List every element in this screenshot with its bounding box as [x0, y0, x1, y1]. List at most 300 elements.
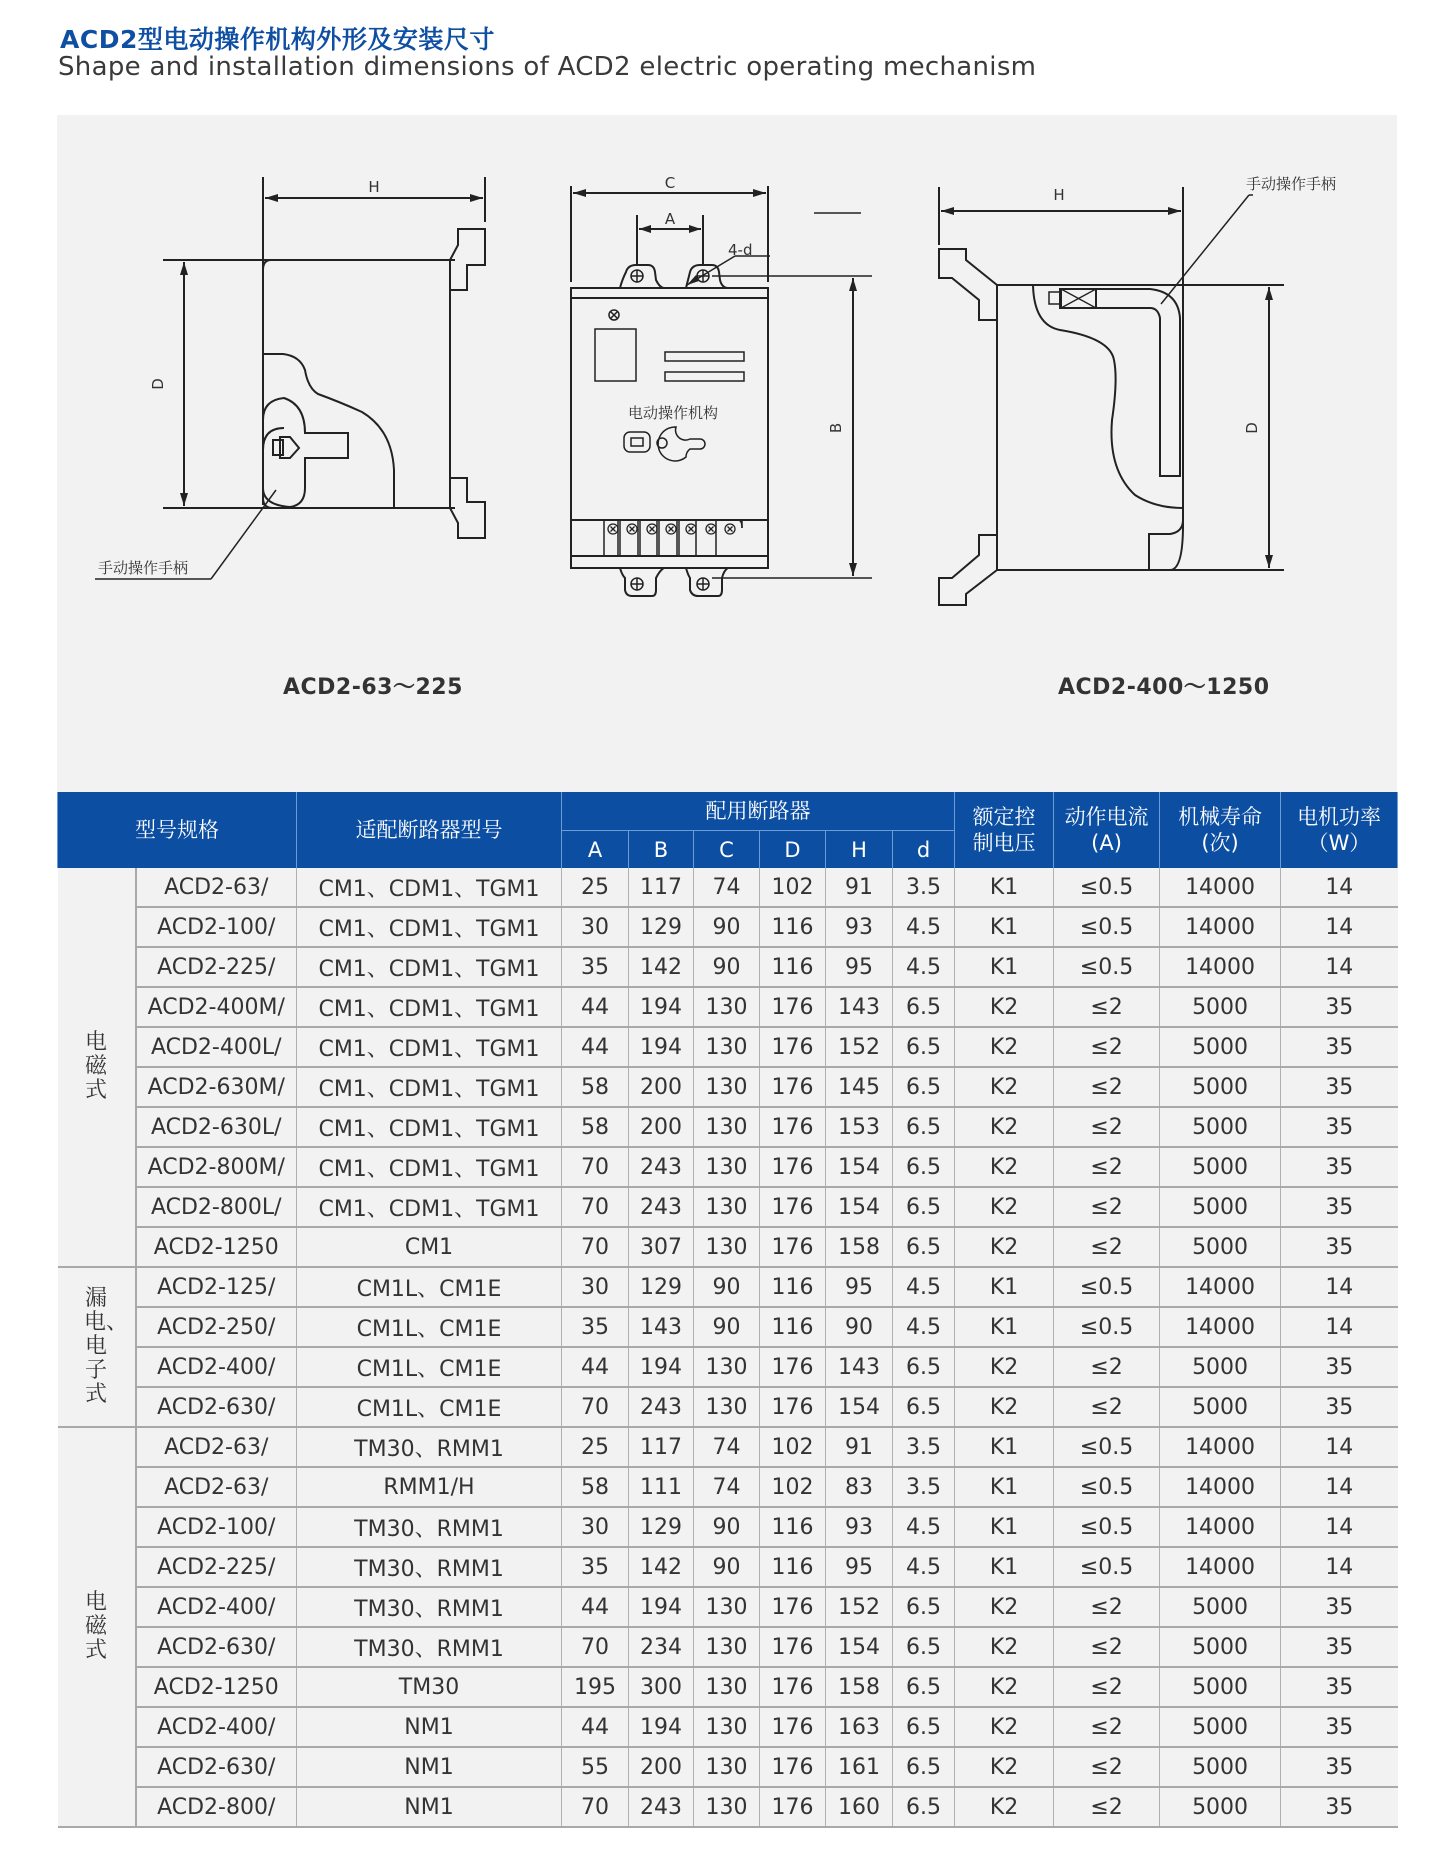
cell-d-hole: 4.5: [893, 947, 955, 987]
group-label-text: 漏电、电子式: [84, 1286, 129, 1407]
cell-c: 90: [694, 907, 760, 947]
cell-voltage: K1: [955, 1267, 1054, 1307]
cell-current: ≤2: [1054, 1027, 1160, 1067]
cell-current: ≤0.5: [1054, 1467, 1160, 1507]
cell-life: 5000: [1160, 1747, 1281, 1787]
cell-d: 176: [760, 1027, 826, 1067]
cell-voltage: K1: [955, 1507, 1054, 1547]
cell-life: 14000: [1160, 947, 1281, 987]
cell-model: ACD2-63/: [136, 868, 297, 907]
cell-d: 176: [760, 1707, 826, 1747]
table-body: [58, 868, 1398, 1827]
cell-voltage: K2: [955, 1787, 1054, 1827]
cell-d: 176: [760, 1347, 826, 1387]
cell-model: ACD2-800M/: [136, 1147, 297, 1187]
cell-b: 143: [629, 1307, 694, 1347]
cell-d-hole: 4.5: [893, 1507, 955, 1547]
table-row: [58, 1707, 1398, 1747]
right-diagram: [939, 187, 1284, 605]
cell-h: 160: [826, 1787, 893, 1827]
right-d-label: D: [1243, 422, 1261, 434]
cell-d-hole: 6.5: [893, 1587, 955, 1627]
cell-b: 117: [629, 868, 694, 907]
cell-a: 55: [562, 1747, 629, 1787]
cell-d: 176: [760, 987, 826, 1027]
cell-d: 176: [760, 1067, 826, 1107]
cell-a: 70: [562, 1187, 629, 1227]
cell-c: 74: [694, 1427, 760, 1467]
cell-power: 35: [1281, 1747, 1398, 1787]
cell-h: 152: [826, 1027, 893, 1067]
table-row: [58, 1507, 1398, 1547]
cell-breaker: TM30、RMM1: [297, 1427, 562, 1467]
cell-breaker: CM1、CDM1、TGM1: [297, 868, 562, 907]
cell-power: 35: [1281, 1067, 1398, 1107]
cell-a: 58: [562, 1067, 629, 1107]
cell-h: 145: [826, 1067, 893, 1107]
cell-d: 176: [760, 1107, 826, 1147]
cell-voltage: K2: [955, 1627, 1054, 1667]
cell-life: 5000: [1160, 1347, 1281, 1387]
cell-current: ≤0.5: [1054, 1427, 1160, 1467]
cell-c: 90: [694, 1267, 760, 1307]
header-current-line1: 动作电流: [1064, 805, 1149, 829]
cell-breaker: CM1L、CM1E: [297, 1267, 562, 1307]
cell-h: 95: [826, 947, 893, 987]
cell-h: 95: [826, 1267, 893, 1307]
cell-life: 5000: [1160, 1667, 1281, 1707]
table-row: [58, 1187, 1398, 1227]
cell-h: 163: [826, 1707, 893, 1747]
cell-life: 5000: [1160, 1227, 1281, 1267]
cell-a: 70: [562, 1147, 629, 1187]
cell-voltage: K2: [955, 1227, 1054, 1267]
cell-h: 158: [826, 1227, 893, 1267]
cell-a: 44: [562, 1707, 629, 1747]
cell-breaker: CM1L、CM1E: [297, 1307, 562, 1347]
cell-voltage: K2: [955, 1347, 1054, 1387]
header-dim-small-d: d: [893, 831, 955, 869]
cell-life: 5000: [1160, 1107, 1281, 1147]
table-row: [58, 1467, 1398, 1507]
cell-d-hole: 4.5: [893, 1307, 955, 1347]
cell-breaker: NM1: [297, 1787, 562, 1827]
header-voltage-line1: 额定控: [972, 805, 1036, 829]
cell-model: ACD2-400/: [136, 1587, 297, 1627]
cell-breaker: TM30、RMM1: [297, 1627, 562, 1667]
cell-d: 116: [760, 1307, 826, 1347]
cell-life: 14000: [1160, 1467, 1281, 1507]
cell-power: 14: [1281, 1427, 1398, 1467]
cell-h: 91: [826, 868, 893, 907]
cell-life: 5000: [1160, 1027, 1281, 1067]
cell-voltage: K2: [955, 987, 1054, 1027]
cell-power: 14: [1281, 1467, 1398, 1507]
cell-life: 5000: [1160, 1147, 1281, 1187]
cell-b: 200: [629, 1067, 694, 1107]
cell-a: 70: [562, 1227, 629, 1267]
cell-power: 35: [1281, 1787, 1398, 1827]
table-row: [58, 1787, 1398, 1827]
cell-b: 300: [629, 1667, 694, 1707]
cell-c: 74: [694, 1467, 760, 1507]
cell-a: 25: [562, 1427, 629, 1467]
cell-c: 130: [694, 1787, 760, 1827]
cell-a: 44: [562, 1347, 629, 1387]
cell-b: 194: [629, 1707, 694, 1747]
right-diagram-caption: ACD2-400～1250: [1058, 675, 1270, 700]
cell-d-hole: 6.5: [893, 1347, 955, 1387]
cell-c: 130: [694, 1387, 760, 1427]
cell-d-hole: 3.5: [893, 1427, 955, 1467]
cell-d: 176: [760, 1587, 826, 1627]
cell-life: 14000: [1160, 1307, 1281, 1347]
cell-d-hole: 6.5: [893, 1387, 955, 1427]
cell-life: 14000: [1160, 1547, 1281, 1587]
table-row: [58, 1067, 1398, 1107]
cell-d-hole: 3.5: [893, 1467, 955, 1507]
cell-breaker: CM1、CDM1、TGM1: [297, 1067, 562, 1107]
cell-a: 70: [562, 1387, 629, 1427]
cell-current: ≤2: [1054, 1067, 1160, 1107]
cell-current: ≤2: [1054, 1347, 1160, 1387]
cell-c: 74: [694, 868, 760, 907]
cell-b: 142: [629, 947, 694, 987]
cell-c: 90: [694, 1547, 760, 1587]
cell-model: ACD2-630/: [136, 1387, 297, 1427]
cell-h: 95: [826, 1547, 893, 1587]
cell-a: 35: [562, 1547, 629, 1587]
cell-a: 30: [562, 1267, 629, 1307]
cell-life: 5000: [1160, 1587, 1281, 1627]
cell-h: 91: [826, 1427, 893, 1467]
cell-a: 195: [562, 1667, 629, 1707]
cell-d: 102: [760, 1467, 826, 1507]
cell-h: 154: [826, 1627, 893, 1667]
cell-current: ≤0.5: [1054, 868, 1160, 907]
cell-voltage: K1: [955, 947, 1054, 987]
cell-b: 194: [629, 1027, 694, 1067]
cell-current: ≤2: [1054, 1787, 1160, 1827]
cell-current: ≤2: [1054, 1187, 1160, 1227]
cell-h: 154: [826, 1147, 893, 1187]
table-header: [58, 792, 1398, 868]
cell-breaker: CM1、CDM1、TGM1: [297, 1027, 562, 1067]
cell-d-hole: 6.5: [893, 987, 955, 1027]
cell-c: 130: [694, 1627, 760, 1667]
cell-power: 14: [1281, 1547, 1398, 1587]
table-row: [58, 1347, 1398, 1387]
cell-a: 44: [562, 987, 629, 1027]
cell-breaker: TM30、RMM1: [297, 1547, 562, 1587]
right-handle-label: 手动操作手柄: [1246, 175, 1337, 193]
cell-d: 176: [760, 1387, 826, 1427]
cell-d-hole: 6.5: [893, 1187, 955, 1227]
header-dim-h: H: [826, 831, 893, 869]
arrowheads: [180, 189, 1273, 576]
cell-power: 14: [1281, 1507, 1398, 1547]
cell-a: 44: [562, 1587, 629, 1627]
cell-d-hole: 6.5: [893, 1667, 955, 1707]
cell-life: 14000: [1160, 1427, 1281, 1467]
cell-b: 243: [629, 1187, 694, 1227]
cell-life: 5000: [1160, 987, 1281, 1027]
header-dim-a: A: [562, 831, 629, 869]
table-row: [58, 1547, 1398, 1587]
cell-h: 161: [826, 1747, 893, 1787]
cell-current: ≤2: [1054, 1387, 1160, 1427]
cell-model: ACD2-400M/: [136, 987, 297, 1027]
table-row: [58, 868, 1398, 907]
cell-power: 14: [1281, 1267, 1398, 1307]
header-breaker-model: 适配断路器型号: [297, 792, 562, 868]
cell-life: 14000: [1160, 1507, 1281, 1547]
cell-breaker: NM1: [297, 1747, 562, 1787]
cell-current: ≤0.5: [1054, 947, 1160, 987]
cell-current: ≤0.5: [1054, 1307, 1160, 1347]
cell-a: 44: [562, 1027, 629, 1067]
cell-d: 116: [760, 1267, 826, 1307]
left-d-label: D: [149, 378, 167, 390]
table-row: [58, 907, 1398, 947]
cell-voltage: K2: [955, 1067, 1054, 1107]
cell-b: 200: [629, 1747, 694, 1787]
right-h-label: H: [1053, 186, 1065, 204]
cell-d: 176: [760, 1187, 826, 1227]
table-row: [58, 1627, 1398, 1667]
cell-b: 194: [629, 1587, 694, 1627]
middle-b-label: B: [827, 422, 845, 434]
table-row: [58, 1427, 1398, 1467]
cell-voltage: K2: [955, 1667, 1054, 1707]
cell-c: 130: [694, 1227, 760, 1267]
cell-a: 30: [562, 1507, 629, 1547]
cell-current: ≤0.5: [1054, 1507, 1160, 1547]
cell-a: 25: [562, 868, 629, 907]
cell-d: 176: [760, 1787, 826, 1827]
cell-a: 58: [562, 1467, 629, 1507]
cell-current: ≤2: [1054, 1747, 1160, 1787]
cell-model: ACD2-1250: [136, 1667, 297, 1707]
cell-model: ACD2-630L/: [136, 1107, 297, 1147]
header-voltage: [955, 792, 1054, 868]
cell-d-hole: 3.5: [893, 868, 955, 907]
cell-d: 116: [760, 947, 826, 987]
table-row: [58, 947, 1398, 987]
cell-current: ≤0.5: [1054, 1547, 1160, 1587]
middle-a-label: A: [664, 210, 676, 228]
cell-d-hole: 6.5: [893, 1147, 955, 1187]
cell-life: 5000: [1160, 1627, 1281, 1667]
header-life-line2: (次): [1201, 831, 1239, 855]
cell-b: 129: [629, 1267, 694, 1307]
cell-voltage: K1: [955, 907, 1054, 947]
cell-model: ACD2-225/: [136, 947, 297, 987]
cell-voltage: K2: [955, 1107, 1054, 1147]
cell-a: 70: [562, 1787, 629, 1827]
table-row: [58, 1267, 1398, 1307]
cell-model: ACD2-1250: [136, 1227, 297, 1267]
cell-breaker: TM30、RMM1: [297, 1507, 562, 1547]
cell-d-hole: 6.5: [893, 1107, 955, 1147]
cell-h: 90: [826, 1307, 893, 1347]
cell-breaker: RMM1/H: [297, 1467, 562, 1507]
cell-d-hole: 6.5: [893, 1707, 955, 1747]
left-h-label: H: [368, 178, 380, 196]
cell-power: 35: [1281, 1347, 1398, 1387]
table-row: [58, 1387, 1398, 1427]
header-power-line2: （W）: [1307, 831, 1371, 855]
cell-b: 194: [629, 987, 694, 1027]
cell-b: 234: [629, 1627, 694, 1667]
cell-a: 35: [562, 947, 629, 987]
cell-c: 130: [694, 1187, 760, 1227]
cell-d: 176: [760, 1747, 826, 1787]
middle-hole-label: 4-d: [728, 241, 753, 259]
cell-model: ACD2-630M/: [136, 1067, 297, 1107]
cell-d-hole: 6.5: [893, 1227, 955, 1267]
cell-current: ≤2: [1054, 1627, 1160, 1667]
cell-model: ACD2-100/: [136, 907, 297, 947]
cell-d: 102: [760, 868, 826, 907]
cell-d: 102: [760, 1427, 826, 1467]
cell-d-hole: 4.5: [893, 1547, 955, 1587]
table-row: [58, 1227, 1398, 1267]
header-power-line1: 电机功率: [1297, 805, 1382, 829]
cell-h: 93: [826, 1507, 893, 1547]
cell-b: 111: [629, 1467, 694, 1507]
middle-body-label: 电动操作机构: [627, 404, 719, 422]
cell-c: 130: [694, 1107, 760, 1147]
group-label: [58, 1267, 136, 1427]
cell-b: 200: [629, 1107, 694, 1147]
cell-voltage: K2: [955, 1707, 1054, 1747]
cell-breaker: CM1、CDM1、TGM1: [297, 947, 562, 987]
cell-d: 176: [760, 1227, 826, 1267]
cell-model: ACD2-250/: [136, 1307, 297, 1347]
cell-h: 158: [826, 1667, 893, 1707]
cell-a: 35: [562, 1307, 629, 1347]
cell-c: 90: [694, 947, 760, 987]
group-label: [58, 1427, 136, 1827]
cell-c: 130: [694, 1747, 760, 1787]
cell-power: 35: [1281, 1627, 1398, 1667]
cell-model: ACD2-630/: [136, 1747, 297, 1787]
cell-breaker: CM1、CDM1、TGM1: [297, 1187, 562, 1227]
cell-voltage: K1: [955, 1427, 1054, 1467]
cell-current: ≤2: [1054, 1667, 1160, 1707]
header-power: [1281, 792, 1398, 868]
cell-h: 154: [826, 1187, 893, 1227]
header-life: [1160, 792, 1281, 868]
header-voltage-line2: 制电压: [972, 831, 1036, 855]
cell-b: 307: [629, 1227, 694, 1267]
cell-a: 58: [562, 1107, 629, 1147]
cell-b: 243: [629, 1787, 694, 1827]
spec-table: [57, 792, 1398, 1828]
cell-h: 143: [826, 987, 893, 1027]
cell-current: ≤2: [1054, 987, 1160, 1027]
header-model: 型号规格: [58, 792, 297, 868]
table-row: [58, 1147, 1398, 1187]
cell-c: 130: [694, 1027, 760, 1067]
cell-power: 14: [1281, 1307, 1398, 1347]
cell-b: 194: [629, 1347, 694, 1387]
cell-d-hole: 6.5: [893, 1627, 955, 1667]
cell-breaker: CM1L、CM1E: [297, 1387, 562, 1427]
cell-b: 129: [629, 907, 694, 947]
cell-b: 117: [629, 1427, 694, 1467]
cell-voltage: K1: [955, 1547, 1054, 1587]
cell-c: 130: [694, 987, 760, 1027]
cell-d: 176: [760, 1667, 826, 1707]
cell-power: 35: [1281, 1707, 1398, 1747]
cell-voltage: K1: [955, 1467, 1054, 1507]
cell-d: 176: [760, 1627, 826, 1667]
cell-current: ≤0.5: [1054, 907, 1160, 947]
cell-power: 35: [1281, 1227, 1398, 1267]
cell-voltage: K2: [955, 1027, 1054, 1067]
cell-life: 5000: [1160, 1067, 1281, 1107]
cell-power: 35: [1281, 1027, 1398, 1067]
cell-life: 5000: [1160, 1387, 1281, 1427]
cell-d-hole: 4.5: [893, 1267, 955, 1307]
page-title: ACD2型电动操作机构外形及安装尺寸: [60, 25, 495, 54]
cell-current: ≤2: [1054, 1147, 1160, 1187]
cell-model: ACD2-630/: [136, 1627, 297, 1667]
cell-power: 14: [1281, 907, 1398, 947]
cell-breaker: CM1: [297, 1227, 562, 1267]
header-dim-c: C: [694, 831, 760, 869]
diagram-panel: [57, 115, 1397, 792]
table-row: [58, 1587, 1398, 1627]
group-label-text: 电磁式: [84, 1030, 107, 1103]
cell-life: 14000: [1160, 1267, 1281, 1307]
header-current: [1054, 792, 1160, 868]
cell-model: ACD2-400L/: [136, 1027, 297, 1067]
cell-d: 116: [760, 1507, 826, 1547]
cell-life: 5000: [1160, 1707, 1281, 1747]
cell-c: 90: [694, 1307, 760, 1347]
cell-a: 30: [562, 907, 629, 947]
cell-c: 130: [694, 1707, 760, 1747]
cell-breaker: NM1: [297, 1707, 562, 1747]
header-dim-d: D: [760, 831, 826, 869]
group-label-text: 电磁式: [84, 1590, 107, 1663]
cell-power: 35: [1281, 1107, 1398, 1147]
cell-voltage: K2: [955, 1187, 1054, 1227]
cell-c: 130: [694, 1067, 760, 1107]
cell-breaker: CM1、CDM1、TGM1: [297, 1147, 562, 1187]
left-diagram-caption: ACD2-63～225: [283, 675, 463, 700]
group-label: [58, 868, 136, 1267]
cell-d: 116: [760, 907, 826, 947]
cell-c: 130: [694, 1587, 760, 1627]
cell-model: ACD2-225/: [136, 1547, 297, 1587]
table-row: [58, 1307, 1398, 1347]
cell-voltage: K2: [955, 1587, 1054, 1627]
cell-h: 83: [826, 1467, 893, 1507]
cell-voltage: K2: [955, 1747, 1054, 1787]
cell-power: 35: [1281, 1667, 1398, 1707]
cell-breaker: CM1、CDM1、TGM1: [297, 987, 562, 1027]
cell-current: ≤0.5: [1054, 1267, 1160, 1307]
cell-model: ACD2-400/: [136, 1707, 297, 1747]
cell-h: 153: [826, 1107, 893, 1147]
middle-diagram: [571, 186, 872, 596]
cell-current: ≤2: [1054, 1707, 1160, 1747]
cell-power: 35: [1281, 1147, 1398, 1187]
